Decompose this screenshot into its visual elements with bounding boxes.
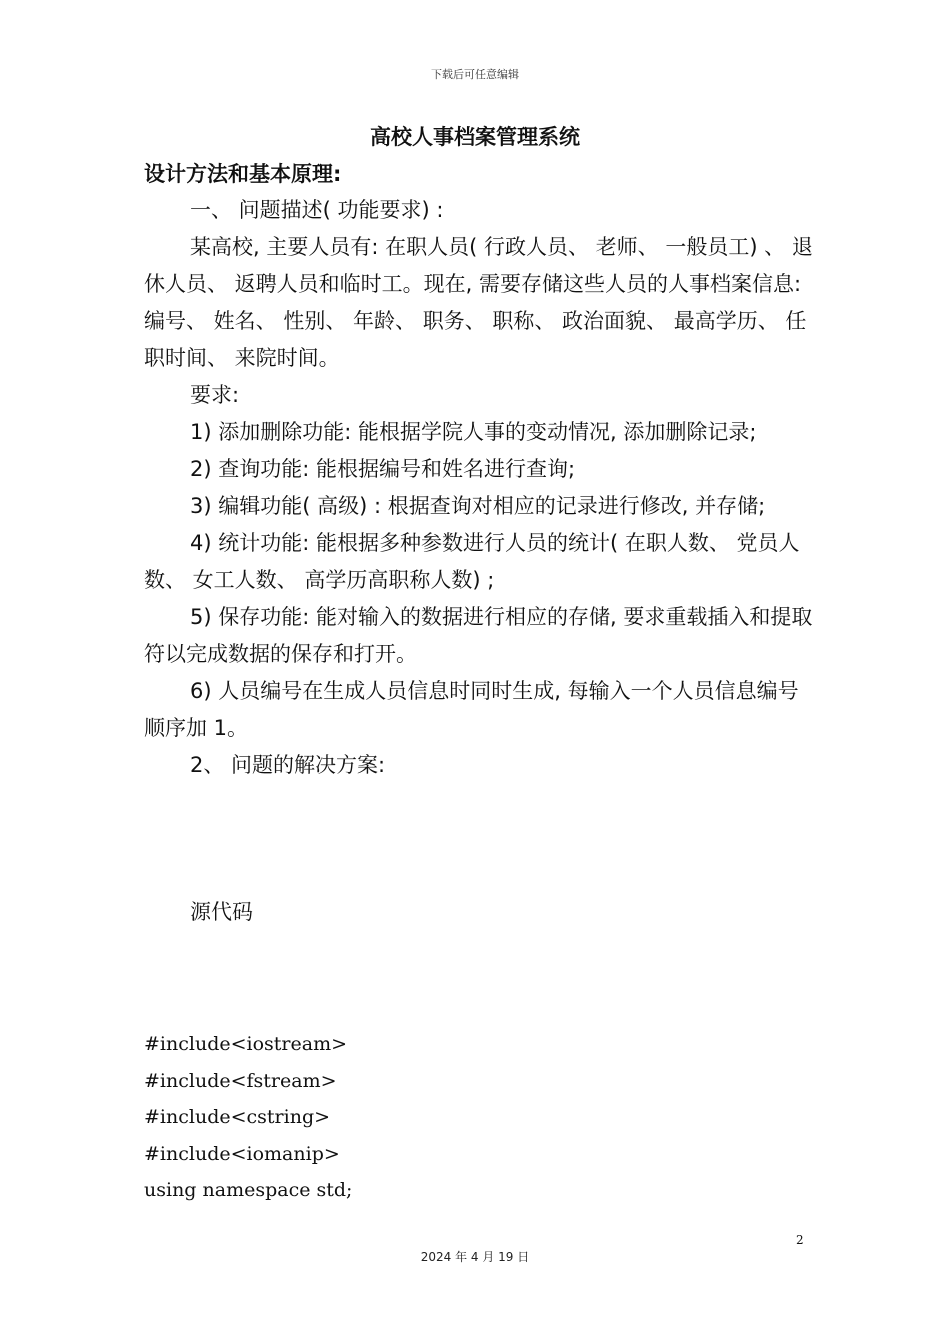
paragraph-problem-description: 一、 问题描述( 功能要求) : [190,198,444,222]
requirement-edit: 3) 编辑功能( 高级) : 根据查询对相应的记录进行修改, 并存储; [190,494,766,518]
code-block [144,1026,352,1209]
paragraph-personnel-info: 某高校, 主要人员有: 在职人员( 行政人员、 老师、 一般员工) 、 退休人员、 返聘人员和临时工。现在, 需要存储这些人员的人事档案信息: 编号、 姓名、 性别、 年龄、 职务、 职称、 政治面貌、 最高学历、 任职时间、 来院时间。 [144,235,813,370]
source-code-label: 源代码 [190,900,253,924]
code-line: #include<cstring> [144,1106,331,1129]
code-line: #include<fstream> [144,1069,337,1092]
requirement-auto-number: 6) 人员编号在生成人员信息时同时生成, 每输入一个人员信息编号顺序加 1。 [144,679,799,740]
code-line: #include<iomanip> [144,1142,340,1165]
code-line: using namespace std; [144,1179,353,1202]
section-heading: 设计方法和基本原理: [144,162,342,186]
paragraph-requirements: 要求: [190,383,240,407]
requirement-query: 2) 查询功能: 能根据编号和姓名进行查询; [190,457,576,481]
code-line: #include<iostream> [144,1033,348,1055]
blank-space [144,784,814,894]
requirement-statistics: 4) 统计功能: 能根据多种参数进行人员的统计( 在职人数、 党员人数、 女工人数、 高学历高职称人数) ; [144,531,800,592]
requirement-save: 5) 保存功能: 能对输入的数据进行相应的存储, 要求重载插入和提取符以完成数据的保存和打开。 [144,605,813,666]
document-body [144,156,814,931]
paragraph-solution: 2、 问题的解决方案: [190,753,386,777]
page-header: 下载后可任意编辑 [431,68,519,81]
requirement-add-delete: 1) 添加删除功能: 能根据学院人事的变动情况, 添加删除记录; [190,420,757,444]
page-number: 2 [796,1233,804,1247]
page-date: 2024 年 4 月 19 日 [420,1250,530,1264]
document-title: 高校人事档案管理系统 [370,125,580,149]
